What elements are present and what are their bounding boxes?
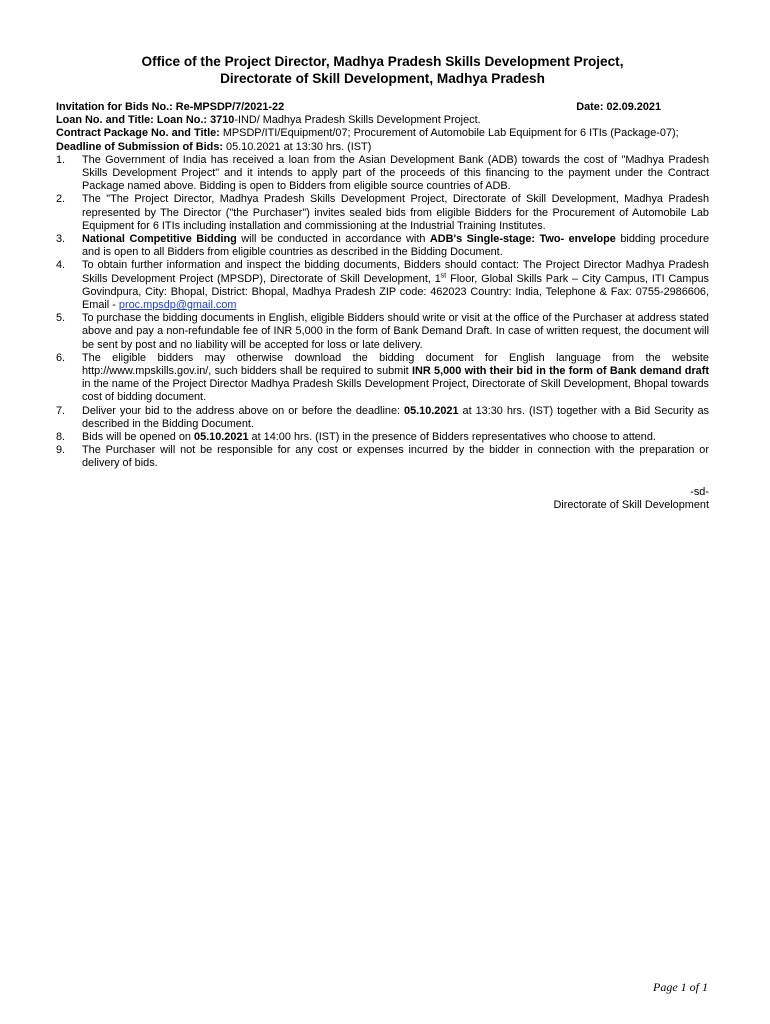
document-title (56, 54, 709, 87)
deadline-label: Deadline of Submission of Bids: (56, 140, 224, 153)
clause-text: The eligible bidders may otherwise download the bidding document for English language from the website http://www.mpskills.gov.in/, such bidders shall be required to submit (82, 351, 709, 378)
clause-number: 2. (56, 193, 66, 206)
clause-text: To obtain further information and inspect the bidding documents, Bidders should contact: The Project Director Madhya Pradesh Skills Development Project (MPSDP), Directorate of Skill Development, 1 (82, 259, 709, 285)
signatory-org: Directorate of Skill Development (553, 498, 709, 511)
clause-bold-text: 05.10.2021 (404, 404, 459, 417)
invitation-row (56, 101, 709, 114)
clause-number: 6. (56, 351, 66, 364)
loan-line (56, 114, 709, 127)
clause-text: Deliver your bid to the address above on or before the deadline: (82, 404, 405, 417)
clause-number: 7. (56, 404, 66, 417)
clause-list (56, 154, 709, 471)
clause-text: The Purchaser will not be responsible for any cost or expenses incurred by the bidder in connection with the preparation or delivery of bids. (82, 444, 709, 470)
clause-text: will be conducted in accordance with (236, 233, 430, 246)
ordinal-suffix: st (440, 272, 447, 280)
clause-6 (56, 352, 709, 405)
clause-8 (56, 431, 709, 444)
clause-text: in the name of the Project Director Madhya Pradesh Skills Development Project, Directorate of Skill Development, Bhopal towards cost of bidding document. (82, 378, 709, 404)
title-line-2: Directorate of Skill Development, Madhya Pradesh (220, 70, 545, 86)
clause-number: 5. (56, 312, 66, 325)
invitation-number: Invitation for Bids No.: Re-MPSDP/7/2021-22 (56, 101, 285, 113)
clause-3 (56, 233, 709, 259)
clause-4 (56, 259, 709, 312)
loan-label: Loan No. and Title: Loan No.: 3710 (56, 114, 235, 127)
clause-number: 8. (56, 431, 66, 444)
deadline-line (56, 141, 709, 154)
clause-number: 4. (56, 259, 66, 272)
email-link[interactable]: proc.mpsdp@gmail.com (118, 299, 237, 312)
clause-text: Floor, Global Skills Park – City Campus, ITI Campus Govindpura, City: Bhopal, District: Bhopal, Madhya Pradesh ZIP code: 462023 Country: India, Telephone & Fax: 0755-2986606, Email - (82, 272, 709, 312)
contract-label: Contract Package No. and Title: (56, 127, 220, 140)
clause-7 (56, 405, 709, 431)
clause-number: 9. (56, 444, 66, 457)
clause-text: at 14:00 hrs. (IST) in the presence of Bidders representatives who choose to attend. (248, 431, 656, 444)
loan-value: -IND/ Madhya Pradesh Skills Development Project. (234, 114, 481, 127)
clause-text: The "The Project Director, Madhya Pradesh Skills Development Project, Directorate of Skill Development, Madhya Pradesh represented by The Director ("the Purchaser") invites sealed bids from eligible Bidders for the Procurement of Automobile Lab Equipment for 6 ITIs including installation and commissioning at the Industrial Training Institutes. (82, 193, 709, 232)
signoff (56, 486, 709, 512)
clause-text: bidding procedure and is open to all Bidders from eligible countries as described in the Bidding Document. (82, 233, 709, 259)
signature-sd: -sd- (690, 485, 709, 498)
clause-9 (56, 444, 709, 470)
invitation-date: Date: 02.09.2021 (576, 101, 661, 113)
clause-bold-text: ADB's Single-stage: Two- envelope (429, 233, 616, 246)
clause-bold-text: National Competitive Bidding (82, 233, 237, 246)
clause-bold-text: 05.10.2021 (194, 431, 249, 444)
contract-line (56, 127, 709, 140)
clause-number: 3. (56, 233, 66, 246)
clause-text: The Government of India has received a loan from the Asian Development Bank (ADB) towards the cost of "Madhya Pradesh Skills Development Project" and it intends to apply part of the proceeds of this financing to the payment under the Contract Package named above. Bidding is open to Bidders from eligible source countries of ADB. (82, 153, 709, 193)
clause-bold-text: INR 5,000 with their bid in the form of Bank demand draft (412, 365, 709, 378)
clause-text: Bids will be opened on (82, 431, 195, 444)
clause-2 (56, 193, 709, 233)
clause-text: To purchase the bidding documents in English, eligible Bidders should write or visit at the office of the Purchaser at address stated above and pay a non-refundable fee of INR 5,000 in the form of Bank Demand Draft. In case of written request, the document will be sent by post and no liability will be accepted for loss or late delivery. (82, 312, 709, 351)
document-page (56, 54, 709, 512)
clause-text: at 13:30 hrs. (IST) together with a Bid Security as described in the Bidding Document. (82, 404, 709, 430)
clause-number: 1. (56, 153, 66, 166)
title-line-1: Office of the Project Director, Madhya Pradesh Skills Development Project, (141, 54, 624, 69)
clause-5 (56, 312, 709, 352)
deadline-value: 05.10.2021 at 13:30 hrs. (IST) (223, 140, 372, 153)
contract-value: MPSDP/ITI/Equipment/07; Procurement of Automobile Lab Equipment for 6 ITIs (Package-07); (219, 127, 679, 140)
clause-1 (56, 154, 709, 194)
page-number: Page 1 of 1 (653, 980, 708, 994)
